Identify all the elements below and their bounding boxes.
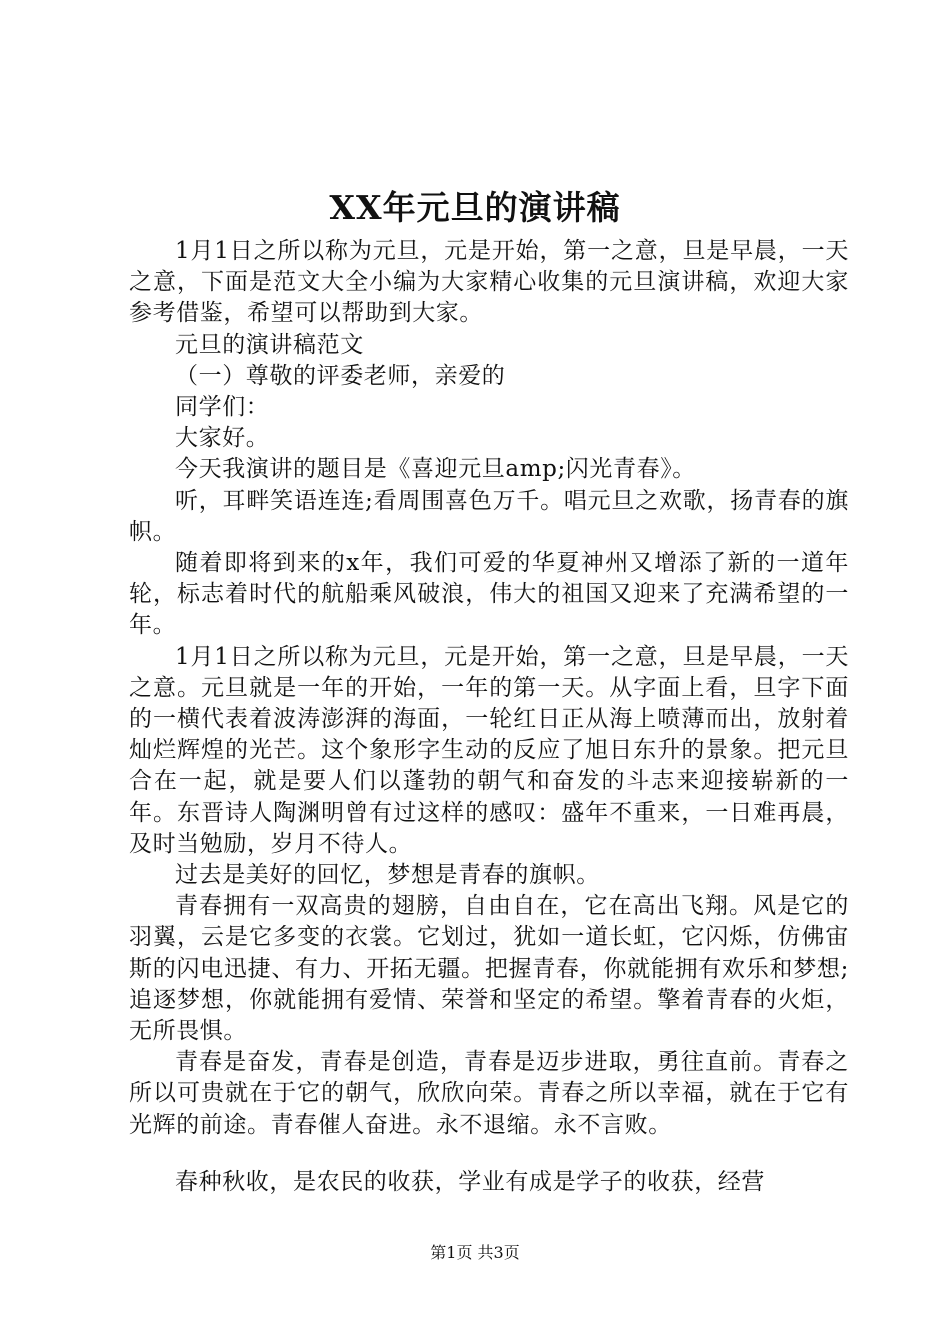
document-body [129,236,849,1198]
paragraph-intro: 1月1日之所以称为元旦，元是开始，第一之意，旦是早晨，一天之意，下面是范文大全小编为大家精心收集的元旦演讲稿，欢迎大家参考借鉴，希望可以帮助到大家。 [129,238,849,327]
paragraph-gap [129,1141,849,1167]
paragraph-subtitle: 元旦的演讲稿范文 [175,331,364,358]
paragraph-meaning: 1月1日之所以称为元旦，元是开始，第一之意，旦是早晨，一天之意。元旦就是一年的开始，一年的第一天。从字面上看，旦字下面的一横代表着波涛澎湃的海面，一轮红日正从海上喷薄而出，放射着灿烂辉煌的光芒。这个象形字生动的反应了旭日东升的景象。把元旦合在一起，就是要人们以蓬勃的朝气和奋发的斗志来迎接崭新的一年。东晋诗人陶渊明曾有过这样的感叹：盛年不重来，一日难再晨，及时当勉励，岁月不待人。 [129,643,849,857]
paragraph-past: 过去是美好的回忆，梦想是青春的旗帜。 [175,862,600,889]
paragraph-salutation-cont: 同学们： [175,394,270,421]
page-number-footer: 第1页 共3页 [430,1243,520,1262]
paragraph-new-year: 随着即将到来的x年，我们可爱的华夏神州又增添了新的一道年轮，标志着时代的航船乘风破浪，伟大的祖国又迎来了充满希望的一年。 [129,550,849,639]
paragraph-listen: 听，耳畔笑语连连;看周围喜色万千。唱元旦之欢歌，扬青春的旗帜。 [129,487,849,545]
paragraph-topic: 今天我演讲的题目是《喜迎元旦amp;闪光青春》。 [175,456,696,483]
paragraph-salutation: （一）尊敬的评委老师，亲爱的 [175,362,506,389]
paragraph-youth-spirit: 青春是奋发，青春是创造，青春是迈步进取，勇往直前。青春之所以可贵就在于它的朝气，欣欣向荣。青春之所以幸福，就在于它有光辉的前途。青春催人奋进。永不退缩。永不言败。 [129,1049,849,1138]
paragraph-harvest: 春种秋收，是农民的收获，学业有成是学子的收获，经营 [175,1168,765,1195]
document-title: XX年元旦的演讲稿 [329,188,621,227]
paragraph-youth-wings: 青春拥有一双高贵的翅膀，自由自在，它在高出飞翔。风是它的羽翼，云是它多变的衣裳。它划过，犹如一道长虹，它闪烁，仿佛宙斯的闪电迅捷、有力、开拓无疆。把握青春，你就能拥有欢乐和梦想;追逐梦想，你就能拥有爱情、荣誉和坚定的希望。擎着青春的火炬，无所畏惧。 [129,893,849,1045]
paragraph-greeting: 大家好。 [175,425,270,452]
